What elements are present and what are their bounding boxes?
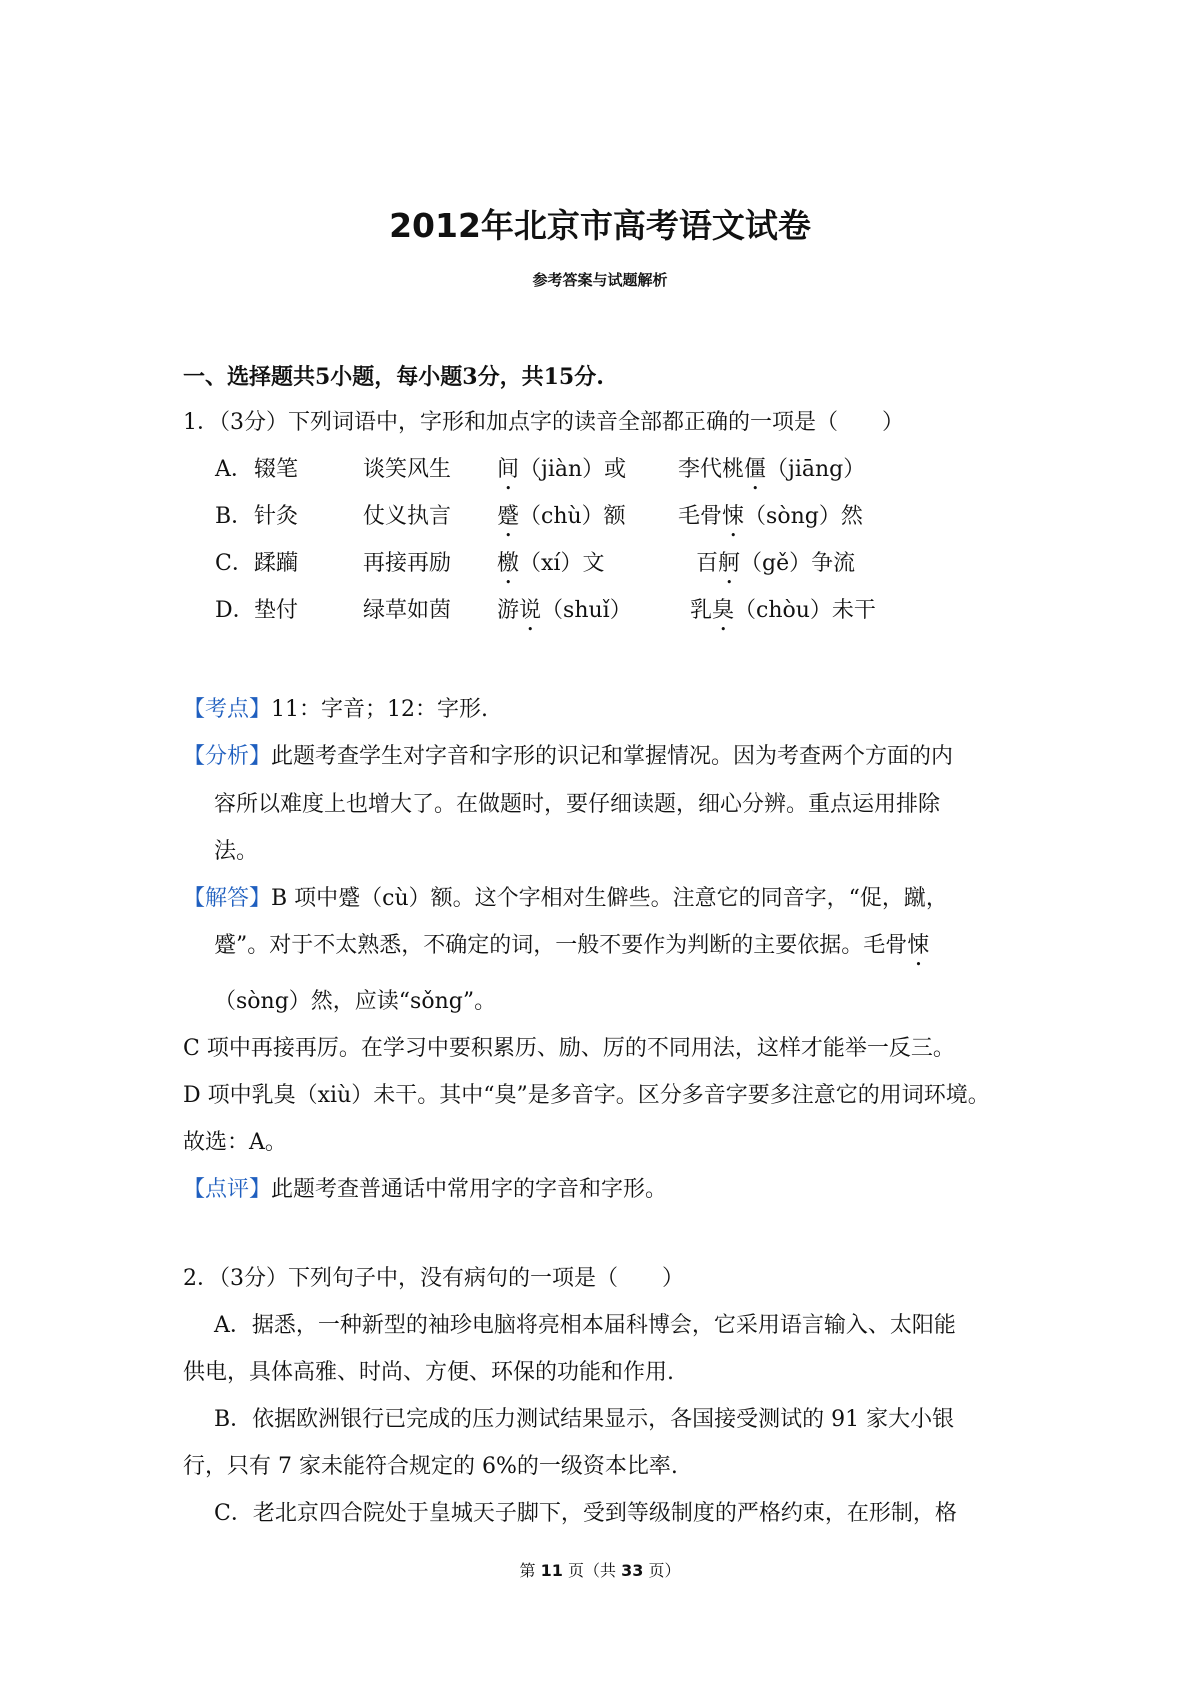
dotted-char: 檄 xyxy=(497,551,520,576)
dotted-char: 舸 xyxy=(718,551,741,576)
answer-kaodian xyxy=(183,695,488,725)
footer-middle: 页（共 xyxy=(562,1561,622,1580)
option-word-4 xyxy=(678,502,863,542)
option-letter: B． xyxy=(215,504,254,529)
pinyin: （jiàn）或 xyxy=(519,457,627,482)
dotted-char: 说 xyxy=(519,598,542,623)
footer-prefix: 第 xyxy=(519,1561,541,1580)
pinyin: （jiāng） xyxy=(766,457,866,482)
question-1-option-c xyxy=(0,549,1200,579)
option-word-3 xyxy=(497,596,632,636)
dianping-tag: 【点评】 xyxy=(183,1177,272,1202)
jieda-line-5: D 项中乳臭（xiù）未干。其中“臭”是多音字。区分多音字要多注意它的用词环境。 xyxy=(183,1083,990,1108)
kaodian-text: 11：字音；12：字形. xyxy=(271,697,488,722)
question-1-option-a xyxy=(0,455,1200,485)
option-word-3 xyxy=(497,455,626,495)
page-footer xyxy=(0,1560,1200,1582)
option-word-2: 谈笑风生 xyxy=(363,457,452,482)
answer-dianping xyxy=(183,1175,667,1205)
option-word-2: 绿草如茵 xyxy=(363,598,452,623)
jieda-line-2-text: 蹙”。对于不太熟悉，不确定的词，一般不要作为判断的主要依据。毛骨 xyxy=(214,933,908,958)
word-prefix: 乳 xyxy=(690,598,713,623)
dotted-char: 悚 xyxy=(722,504,745,529)
page-title: 2012年北京市高考语文试卷 xyxy=(389,206,811,245)
question-2-stem: 2．（3分）下列句子中，没有病句的一项是（ ） xyxy=(183,1266,684,1291)
question-1-option-b xyxy=(0,502,1200,532)
jieda-text: B 项中蹙（cù）额。这个字相对生僻些。注意它的同音字，“促，蹴， xyxy=(271,886,948,911)
dotted-char: 蹙 xyxy=(497,504,520,529)
option-word-1: 针灸 xyxy=(254,504,299,529)
fenxi-text: 此题考查学生对字音和字形的识记和掌握情况。因为考查两个方面的内 xyxy=(271,744,954,769)
pinyin: （xí）文 xyxy=(519,551,605,576)
page-number: 11 xyxy=(540,1561,563,1580)
dotted-char: 僵 xyxy=(744,457,767,482)
option-letter: D． xyxy=(215,598,255,623)
dotted-char: 间 xyxy=(497,457,520,482)
jieda-line-3: （sòng）然，应读“sǒng”。 xyxy=(214,989,497,1014)
option-word-1: 蹂躏 xyxy=(254,551,299,576)
option-letter: C． xyxy=(215,551,254,576)
option-word-4 xyxy=(678,455,865,495)
jieda-line-2 xyxy=(214,931,929,971)
pinyin: （chòu）未干 xyxy=(734,598,876,623)
pinyin: （chù）额 xyxy=(519,504,626,529)
option-letter: A． xyxy=(215,457,253,482)
fenxi-line-3: 法。 xyxy=(214,839,259,864)
kaodian-tag: 【考点】 xyxy=(183,697,272,722)
word-prefix: 毛骨 xyxy=(678,504,723,529)
total-pages: 33 xyxy=(621,1561,644,1580)
option-word-2: 仗义执言 xyxy=(363,504,452,529)
word-prefix: 百 xyxy=(696,551,719,576)
option-word-4 xyxy=(696,549,855,589)
pinyin: （sòng）然 xyxy=(744,504,863,529)
question-2-option-a-line-1: A．据悉，一种新型的袖珍电脑将亮相本届科博会，它采用语言输入、太阳能 xyxy=(214,1313,956,1338)
jieda-line-4: C 项中再接再厉。在学习中要积累历、励、厉的不同用法，这样才能举一反三。 xyxy=(183,1036,955,1061)
option-word-1: 垫付 xyxy=(254,598,299,623)
fenxi-line-2: 容所以难度上也增大了。在做题时，要仔细读题，细心分辨。重点运用排除 xyxy=(214,792,941,817)
dotted-char: 臭 xyxy=(712,598,735,623)
question-2-option-a-line-2: 供电，具体高雅、时尚、方便、环保的功能和作用. xyxy=(183,1360,674,1385)
section-heading: 一、选择题共5小题，每小题3分，共15分. xyxy=(183,364,604,390)
question-2-option-b-line-2: 行，只有 7 家未能符合规定的 6%的一级资本比率. xyxy=(183,1454,678,1479)
answer-fenxi xyxy=(183,742,953,772)
question-1-stem: 1．（3分）下列词语中，字形和加点字的读音全部都正确的一项是（ ） xyxy=(183,410,904,435)
jieda-line-6: 故选：A。 xyxy=(183,1130,287,1155)
word-prefix: 李代桃 xyxy=(678,457,745,482)
pinyin: （gě）争流 xyxy=(740,551,856,576)
jieda-tag: 【解答】 xyxy=(183,886,272,911)
option-word-2: 再接再励 xyxy=(363,551,452,576)
page-subtitle: 参考答案与试题解析 xyxy=(532,271,668,289)
answer-jieda xyxy=(183,884,948,914)
word-prefix: 游 xyxy=(497,598,520,623)
question-2-option-c-line-1: C．老北京四合院处于皇城天子脚下，受到等级制度的严格约束，在形制，格 xyxy=(214,1501,957,1526)
option-word-1: 辍笔 xyxy=(254,457,299,482)
dotted-char: 悚 xyxy=(907,933,930,958)
option-word-3 xyxy=(497,549,604,589)
option-word-4 xyxy=(690,596,876,636)
option-word-3 xyxy=(497,502,626,542)
question-2-option-b-line-1: B．依据欧洲银行已完成的压力测试结果显示，各国接受测试的 91 家大小银 xyxy=(214,1407,955,1432)
question-1-option-d xyxy=(0,596,1200,626)
fenxi-tag: 【分析】 xyxy=(183,744,272,769)
dianping-text: 此题考查普通话中常用字的字音和字形。 xyxy=(271,1177,668,1202)
pinyin: （shuǐ） xyxy=(541,598,632,623)
footer-suffix: 页） xyxy=(643,1561,681,1580)
